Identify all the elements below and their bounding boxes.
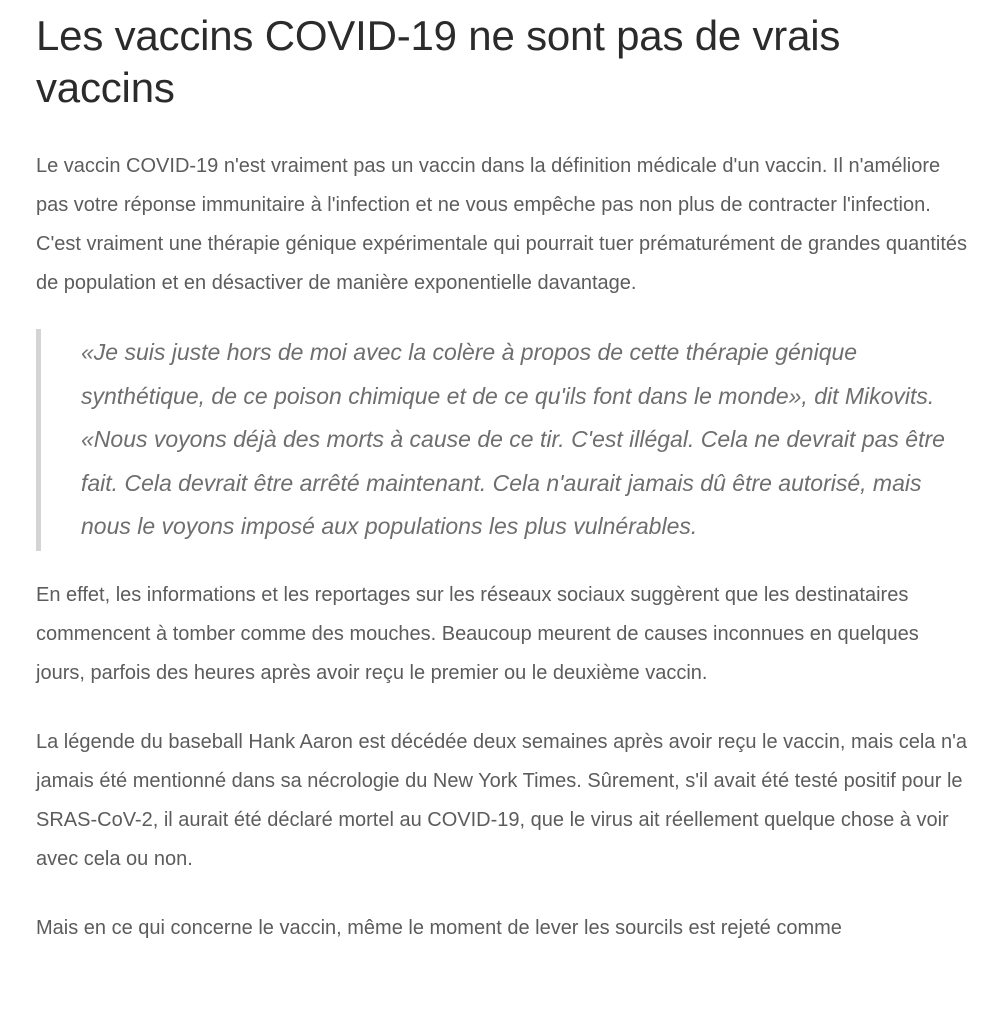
- article-paragraph: La légende du baseball Hank Aaron est décédée deux semaines après avoir reçu le vaccin, mais cela n'a jamais été mentionné dans sa nécrologie du New York Times. Sûrement, s'il avait été testé positif pour le SRAS-CoV-2, il aurait été déclaré mortel au COVID-19, que le virus ait réellement quelque chose à voir avec cela ou non.: [36, 730, 968, 870]
- article-title: Les vaccins COVID-19 ne sont pas de vrais vaccins: [36, 12, 841, 111]
- article-paragraph: En effet, les informations et les reportages sur les réseaux sociaux suggèrent que les destinataires commencent à tomber comme des mouches. Beaucoup meurent de causes inconnues en quelques jours, parfois des heures après avoir reçu le premier ou le deuxième vaccin.: [36, 583, 919, 684]
- article-paragraph: Le vaccin COVID-19 n'est vraiment pas un vaccin dans la définition médicale d'un vaccin. Il n'améliore pas votre réponse immunitaire à l'infection et ne vous empêche pas non plus de contracter l'infection. C'est vraiment une thérapie génique expérimentale qui pourrait tuer prématurément de grandes quantités de population et en désactiver de manière exponentielle davantage.: [36, 155, 968, 294]
- pull-quote: «Je suis juste hors de moi avec la colère à propos de cette thérapie génique synthétique, de ce poison chimique et de ce qu'ils font dans le monde», dit Mikovits. «Nous voyons déjà des morts à cause de ce tir. C'est illégal. Cela ne devrait pas être fait. Cela devrait être arrêté maintenant. Cela n'aurait jamais dû être autorisé, mais nous le voyons imposé aux populations les plus vulnérables.: [36, 329, 968, 551]
- article-paragraph-cut-off: Mais en ce qui concerne le vaccin, même le moment de lever les sourcils est rejeté comme: [36, 916, 842, 939]
- article-body: [36, 0, 968, 948]
